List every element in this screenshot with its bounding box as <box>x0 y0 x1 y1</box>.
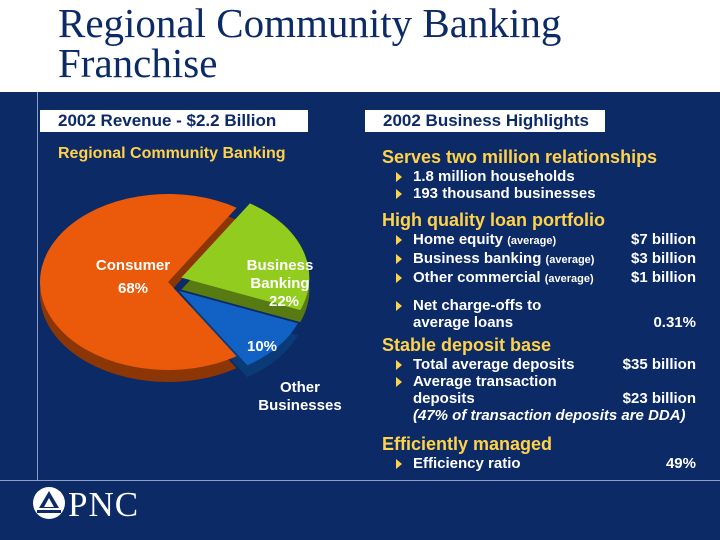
list-item: 1.8 million households <box>382 168 712 185</box>
list-item: Business banking (average) $3 billion <box>382 250 712 269</box>
slide-title <box>58 0 562 86</box>
highlight-group-loans <box>382 209 712 331</box>
bullet-arrow-icon <box>396 235 402 245</box>
revenue-header: 2002 Revenue - $2.2 Billion <box>40 110 308 132</box>
list-item: Other commercial (average) $1 billion <box>382 269 712 288</box>
consumer-value: 68% <box>117 280 149 297</box>
list-item: Home equity (average) $7 billion <box>382 231 712 250</box>
bullet-arrow-icon <box>396 377 402 387</box>
bullet-arrow-icon <box>396 189 402 199</box>
list-item: 193 thousand businesses <box>382 185 712 202</box>
highlight-group-efficiency <box>382 433 712 472</box>
bullet-arrow-icon <box>396 459 402 469</box>
consumer-label <box>82 257 184 298</box>
highlight-group-deposits <box>382 334 712 424</box>
vertical-divider <box>37 92 38 480</box>
left-margin-strip <box>0 92 37 480</box>
list-item: Net charge-offs to average loans 0.31% <box>382 297 712 331</box>
heading-relationships: Serves two million relationships <box>382 147 658 167</box>
title-bar <box>0 0 720 92</box>
heading-deposits: Stable deposit base <box>382 335 552 355</box>
bullet-arrow-icon <box>396 273 402 283</box>
highlight-group-relationships <box>382 146 712 202</box>
consumer-name: Consumer <box>95 257 171 274</box>
chart-title: Regional Community Banking <box>58 145 286 162</box>
heading-loans: High quality loan portfolio <box>382 210 605 230</box>
other-businesses-label: Other Businesses <box>258 379 342 414</box>
footer-divider <box>0 480 720 481</box>
highlights-header: 2002 Business Highlights <box>365 110 605 132</box>
business-banking-name: Business Banking <box>246 257 314 292</box>
title-line-2: Franchise <box>58 40 218 86</box>
pnc-logo-text: PNC <box>68 485 140 524</box>
bullet-arrow-icon <box>396 301 402 311</box>
bullet-arrow-icon <box>396 254 402 264</box>
bullet-arrow-icon <box>396 172 402 182</box>
business-banking-label <box>236 257 324 311</box>
heading-efficiency: Efficiently managed <box>382 434 553 454</box>
list-item: Total average deposits $35 billion <box>382 356 712 373</box>
business-banking-value: 22% <box>268 293 300 310</box>
list-item: Efficiency ratio 49% <box>382 455 712 472</box>
pnc-triangle-logo-icon <box>32 486 66 520</box>
other-businesses-value: 10% <box>246 338 278 355</box>
list-item: Average transaction deposits $23 billion (47% of transaction deposits are DDA) <box>382 373 712 424</box>
bullet-arrow-icon <box>396 360 402 370</box>
title-line-1: Regional Community Banking <box>58 0 562 46</box>
